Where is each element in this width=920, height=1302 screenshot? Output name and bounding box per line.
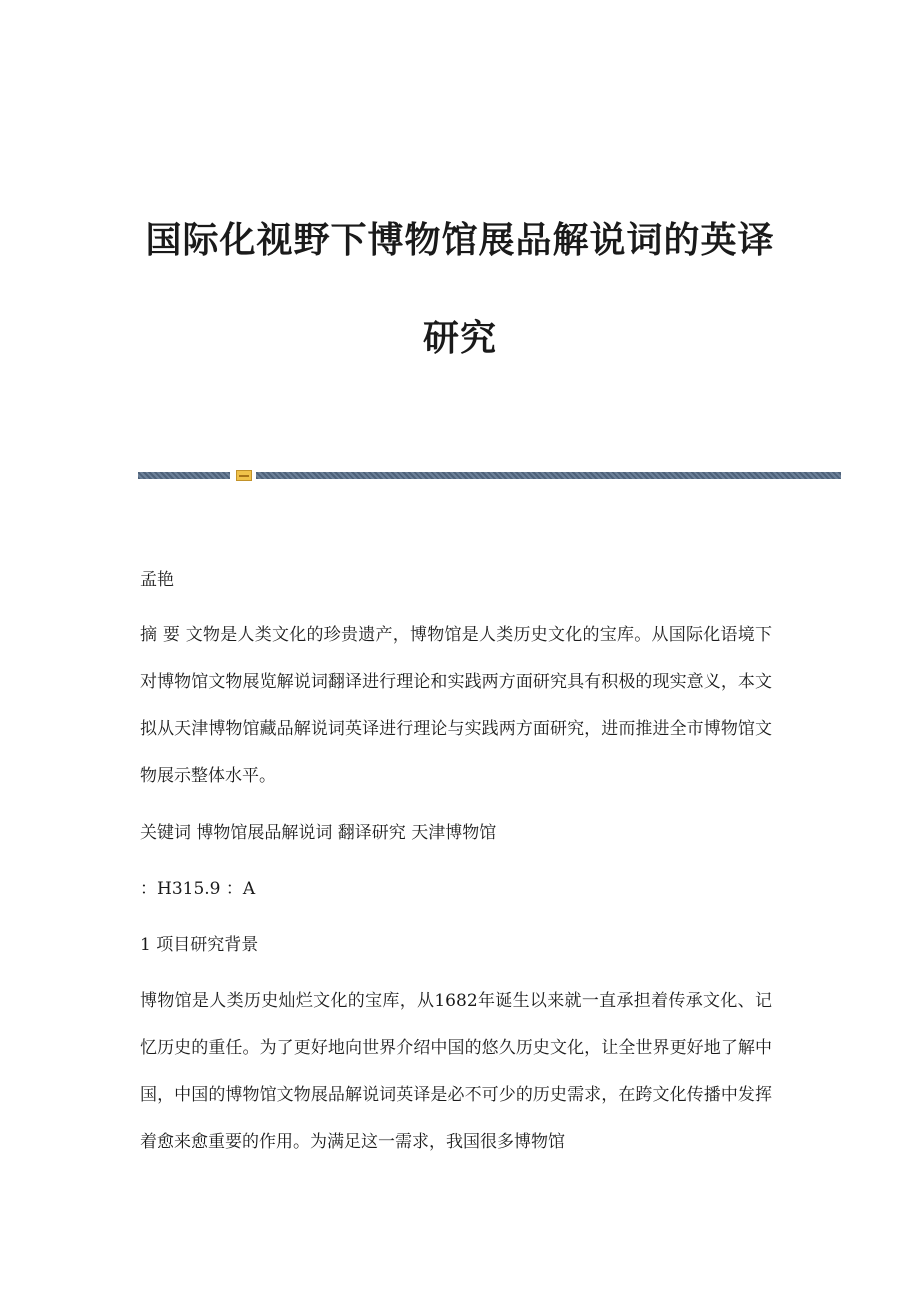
author-name: 孟艳 bbox=[140, 570, 174, 590]
section-heading: 1 项目研究背景 bbox=[140, 935, 259, 955]
page-title-line-2: 研究 bbox=[422, 317, 497, 359]
title-divider bbox=[138, 470, 841, 480]
classification-code: ：H315.9 ：A bbox=[140, 879, 256, 899]
page-title-line-1: 国际化视野下博物馆展品解说词的英译 bbox=[145, 219, 775, 261]
body-paragraph: 博物馆是人类历史灿烂文化的宝库，从1682年诞生以来就一直承担着传承文化、记忆历史的重任。为了更好地向世界介绍中国的悠久历史文化，让全世界更好地了解中国，中国的博物馆文物展品解说词英译是必不可少的历史需求，在跨文化传播中发挥着愈来愈重要的作用。为满足这一需求，我国很多博物馆 bbox=[140, 991, 772, 1152]
keywords-line: 关键词 博物馆展品解说词 翻译研究 天津博物馆 bbox=[140, 823, 497, 843]
abstract-paragraph: 摘 要 文物是人类文化的珍贵遗产，博物馆是人类历史文化的宝库。从国际化语境下对博物馆文物展览解说词翻译进行理论和实践两方面研究具有积极的现实意义，本文拟从天津博物馆藏品解说词英译进行理论与实践两方面研究，进而推进全市博物馆文物展示整体水平。 bbox=[140, 625, 772, 786]
divider-ornament-icon bbox=[236, 470, 252, 481]
divider-bar-right bbox=[256, 472, 841, 479]
divider-bar-left bbox=[138, 472, 230, 479]
